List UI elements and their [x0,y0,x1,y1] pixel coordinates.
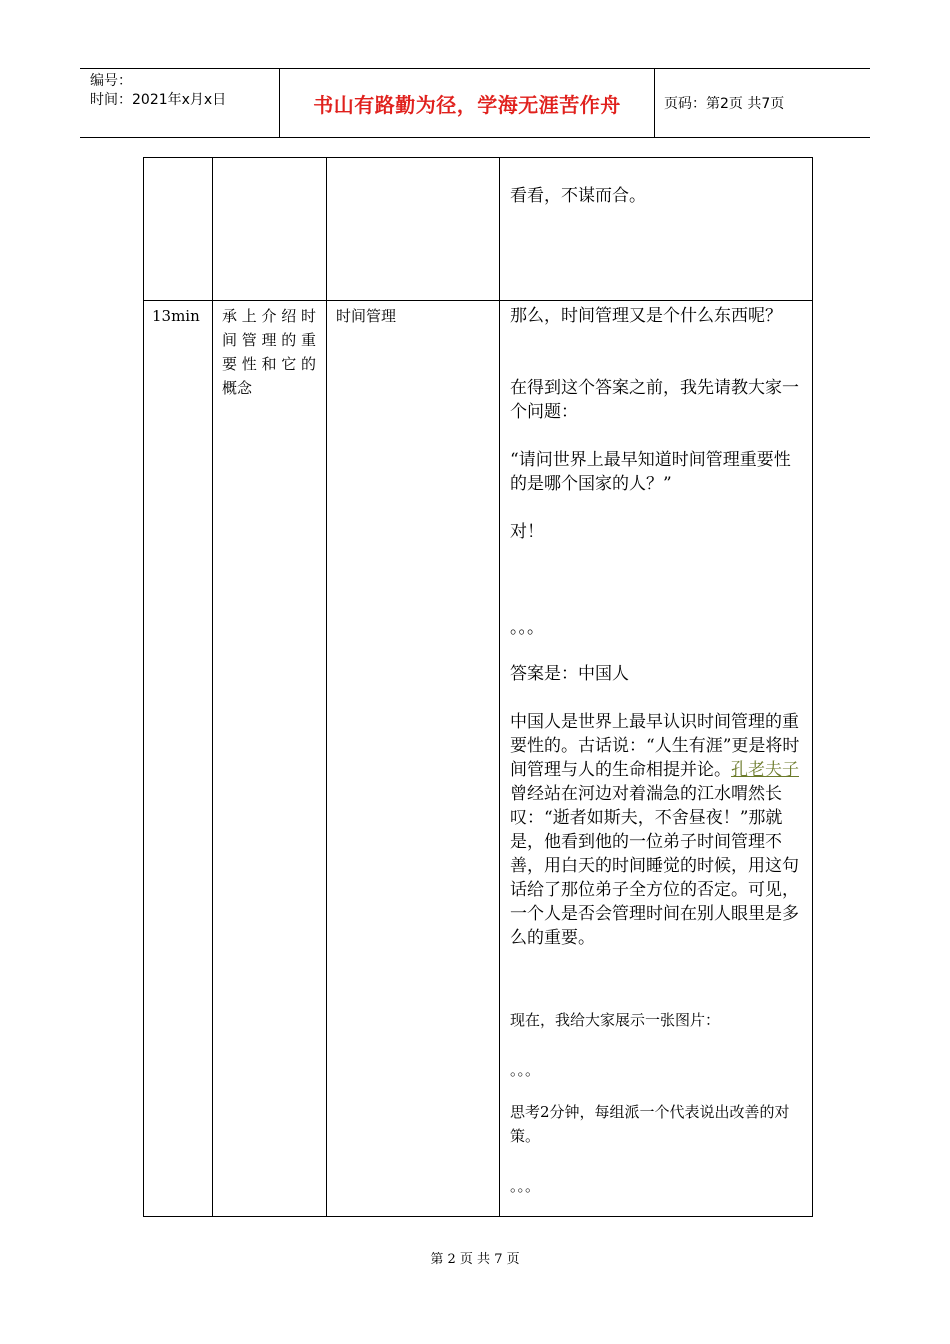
column-divider [326,158,327,1216]
content-paragraph: 。。。 [510,1177,541,1195]
page-header [80,68,870,138]
header-page-info: 页码：第2页 共7页 [664,96,785,112]
content-paragraph: 答案是：中国人 [510,664,629,684]
content-paragraph: 那么，时间管理又是个什么东西呢？ [510,306,782,326]
content-paragraph: 现在，我给大家展示一张图片： [510,1011,721,1029]
content-paragraph: 。。。 [510,618,544,638]
row2-topic-cell [336,304,496,328]
content-paragraph [510,710,800,950]
document-time-label: 时间：2021年x月x日 [90,92,227,108]
row1-content-cell [510,184,800,208]
row-divider [144,300,812,301]
purpose-line: 要性和它的 [222,355,319,373]
row2-duration-cell [152,304,210,328]
header-meta [80,69,280,137]
content-text: 中国人是世界上最早认识时间管理的重要性的。古话说：“人生有涯”更是将时间管理与人的生命相提并论。 [510,712,800,780]
duration-text: 13min [152,307,200,325]
column-divider [212,158,213,1216]
header-motto: 书山有路勤为径，学海无涯苦作舟 [280,69,655,137]
column-divider [499,158,500,1216]
confucius-link[interactable]: 孔老夫子 [731,760,799,780]
content-paragraph: 对！ [510,522,544,542]
lesson-plan-table [143,157,813,1217]
purpose-line: 间管理的重 [222,331,319,349]
document-number-label: 编号： [90,73,132,89]
row1-content-text: 看看，不谋而合。 [510,186,646,206]
purpose-line: 承上介绍时 [222,307,319,325]
content-paragraph: 思考2分钟，每组派一个代表说出改善的对策。 [510,1103,790,1145]
purpose-line: 概念 [222,379,253,397]
row2-purpose-cell [222,304,319,400]
content-paragraph: 。。。 [510,1061,541,1079]
topic-text: 时间管理 [336,307,397,325]
content-paragraph: 在得到这个答案之前，我先请教大家一个问题： [510,378,799,422]
content-text: 曾经站在河边对着湍急的江水喟然长叹：“逝者如斯夫，不舍昼夜！”那就是，他看到他的一位弟子时间管理不善，用白天的时间睡觉的时候，用这句话给了那位弟子全方位的否定。可见，一个人是否会管理时间在别人眼里是多么的重要。 [510,784,799,948]
content-paragraph: “请问世界上最早知道时间管理重要性的是哪个国家的人？” [510,450,791,494]
page-footer: 第 2 页 共 7 页 [430,1252,520,1267]
